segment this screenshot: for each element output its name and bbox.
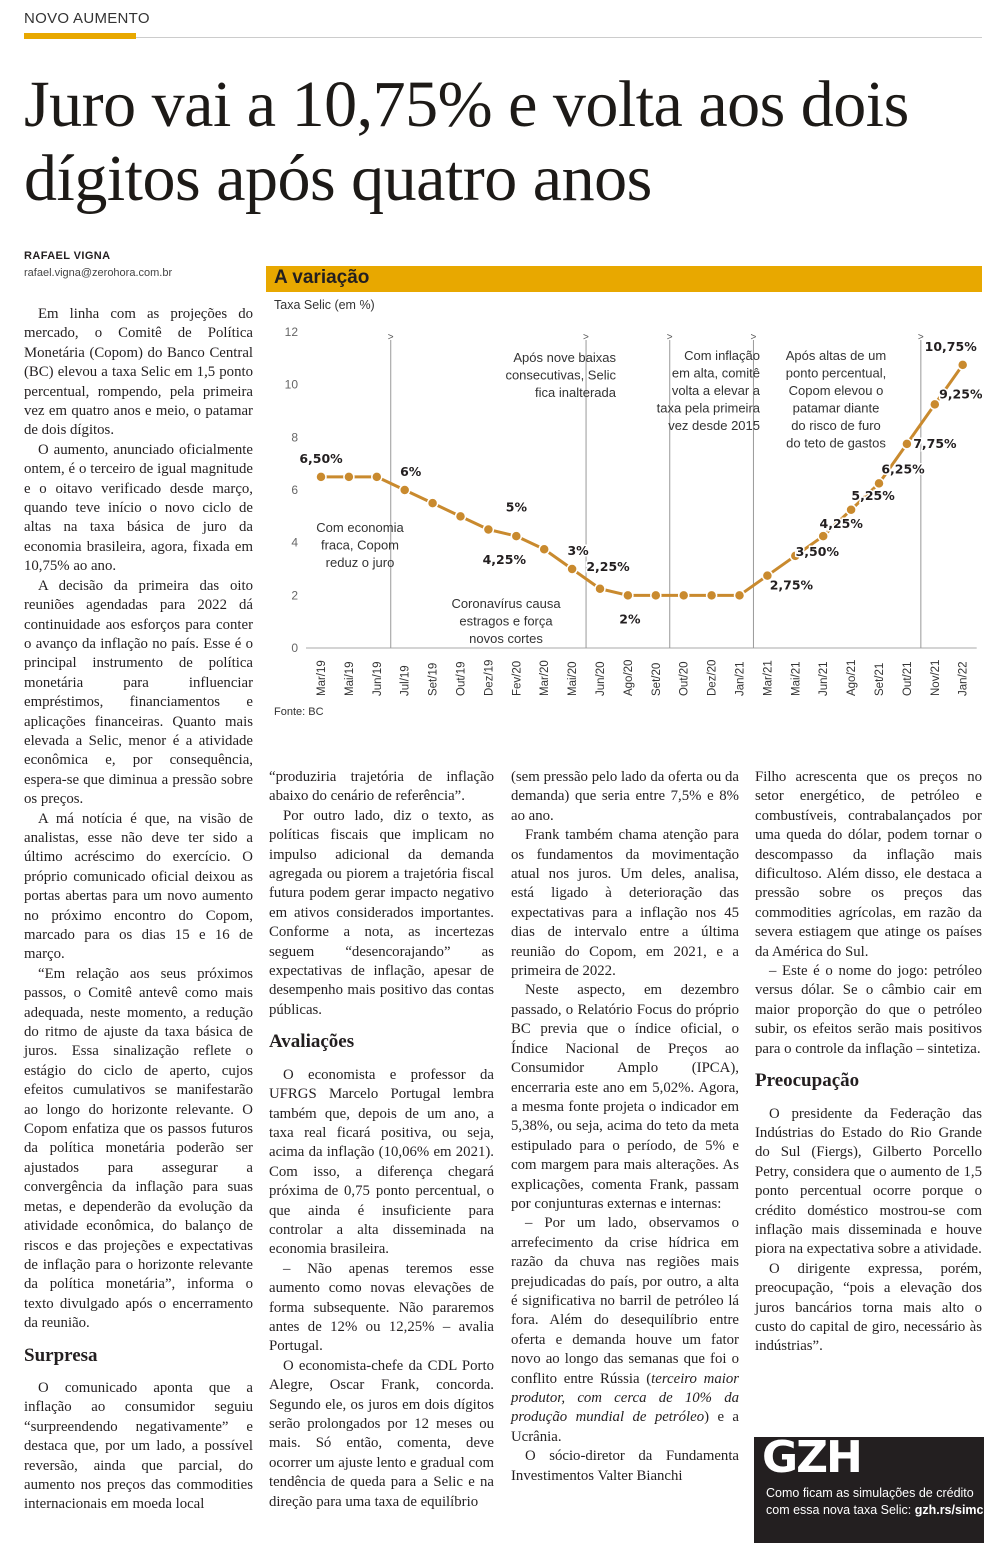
x-tick-label: Dez/19 xyxy=(483,659,496,696)
data-label: 6,50% xyxy=(299,450,343,466)
paragraph: O aumento, anunciado oficialmente ontem, é o terceiro de igual magnitude e o oitavo verificado desde março, quando teve início o novo ciclo de altas na taxa básica de juro da economia brasileira, agora, fixada em 10,75% ao ano. xyxy=(24,441,253,575)
gzh-promo-text xyxy=(766,1485,983,1519)
chart-title: A variação xyxy=(274,267,370,288)
chart-annotation: volta a elevar a xyxy=(671,383,760,398)
text-run: ) e a Ucrânia. xyxy=(511,1409,739,1445)
data-label: 10,75% xyxy=(924,338,977,354)
x-tick-label: Set/19 xyxy=(427,662,440,696)
data-label: 6,25% xyxy=(881,461,925,477)
data-label: 9,25% xyxy=(939,386,982,402)
subhead-surpresa: Surpresa xyxy=(24,1344,98,1366)
x-tick-label: Mai/20 xyxy=(567,661,580,696)
author-email[interactable]: rafael.vigna@zerohora.com.br xyxy=(24,267,173,279)
chart-annotation: novos cortes xyxy=(469,631,543,646)
paragraph: A decisão da primeira das oito reuniões agendadas para 2022 dá continuidade aos esforços para conter o avanço da inflação no país. Esse é o principal instrumento de política monetária para influenciar empréstimos, financiamentos e aplicações financeiras. Quanto mais elevada a Selic, menor é a atividade econômica e, por consequência, espera-se que diminua a pressão sobre os preços. xyxy=(24,577,253,808)
top-rule xyxy=(136,37,982,38)
chart-annotation: consecutivas, Selic xyxy=(505,367,616,383)
y-tick-label: 2 xyxy=(291,588,298,603)
x-tick-label: Jan/22 xyxy=(957,661,970,696)
gzh-logo: GZH xyxy=(762,1432,861,1483)
section-kicker: NOVO AUMENTO xyxy=(24,10,150,27)
x-tick-label: Jun/20 xyxy=(595,661,607,696)
selic-line-chart xyxy=(266,318,982,708)
text-run: – Por um lado, observamos o arrefecimento da crise hídrica em razão da chuva nas regiões mais prejudicadas do país, por outro, a alta é significativa no barril de petróleo lá fora. Além do desequilíbrio entre oferta e demanda houve um fator novo ao longo das semanas que foi o conflito entre Rússia ( xyxy=(511,1215,739,1387)
chart-annotation: taxa pela primeira xyxy=(656,400,760,416)
chart-header-bar xyxy=(266,266,982,292)
gzh-promo-line-2 xyxy=(766,1502,983,1519)
chart-annotation: patamar diante xyxy=(792,400,880,416)
data-label: 3,50% xyxy=(795,543,839,559)
chevron-icon: > xyxy=(387,332,394,343)
data-label: 5,25% xyxy=(851,487,895,503)
chevron-icon: > xyxy=(750,332,757,343)
x-tick-label: Ago/21 xyxy=(846,659,859,696)
paragraph: O presidente da Federação das Indústrias do Estado do Rio Grande do Sul (Fiergs), Gilberto Porcello Petry, considera que o aumento de 1,5 ponto percentual ocorre porque o crédito doméstico mostrou-se com inflação mais disseminada e houve piora na expectativa sobre a atividade. xyxy=(755,1105,982,1258)
data-point xyxy=(428,498,438,508)
gzh-promo-label: com essa nova taxa Selic: xyxy=(766,1503,912,1517)
x-tick-label: Jun/21 xyxy=(818,661,831,696)
data-label: 2,25% xyxy=(586,558,630,574)
subhead-preocupacao: Preocupação xyxy=(755,1070,860,1092)
data-point xyxy=(456,511,466,521)
kicker-accent-bar xyxy=(24,33,136,39)
data-label: 4,25% xyxy=(482,552,526,568)
data-point xyxy=(707,590,717,600)
x-tick-label: Jun/19 xyxy=(371,661,384,696)
chart-annotation: Coronavírus causa xyxy=(451,596,561,611)
chart-annotation: ponto percentual, xyxy=(785,365,887,381)
selic-series-line xyxy=(321,365,963,595)
y-tick-label: 12 xyxy=(284,325,298,339)
chevron-icon: > xyxy=(583,332,589,343)
gzh-promo-link[interactable]: gzh.rs/simc xyxy=(914,1503,984,1517)
data-point xyxy=(511,531,521,541)
y-tick-label: 8 xyxy=(291,430,298,445)
x-tick-label: Set/20 xyxy=(650,662,663,696)
x-tick-label: Mar/21 xyxy=(762,660,775,696)
headline: Juro vai a 10,75% e volta aos dois dígitos após quatro anos xyxy=(24,68,909,215)
data-point xyxy=(846,505,856,515)
x-tick-label: Set/21 xyxy=(874,662,886,696)
data-point xyxy=(679,590,689,600)
paragraph: – Não apenas teremos esse aumento como novas elevações de forma subsequente. Não pararemos antes de 12% ou 12,25% – avalia Portugal. xyxy=(269,1260,494,1355)
chart-annotation: estragos e força xyxy=(459,613,553,629)
x-tick-label: Mar/20 xyxy=(539,660,552,696)
data-point xyxy=(400,485,410,495)
author-name: RAFAEL VIGNA xyxy=(24,250,111,262)
chart-annotation: reduz o juro xyxy=(325,555,395,570)
chart-annotation: do risco de furo xyxy=(791,418,881,433)
data-point xyxy=(902,439,912,449)
paragraph: Por outro lado, diz o texto, as políticas fiscais que implicam no impulso adicional da demanda agregada ou piorem a trajetória fiscal futura podem gerar impacto negativo em ativos considerados importantes. Conforme a nota, as incertezas seguem “desencorajando” as expectativas de inflação, apesar de desempenho mais positivo das contas públicas. xyxy=(269,807,494,1018)
x-tick-label: Out/20 xyxy=(678,661,691,696)
data-point xyxy=(344,472,354,482)
x-tick-label: Mai/19 xyxy=(343,661,356,696)
chevron-icon: > xyxy=(666,332,673,343)
x-tick-label: Fev/20 xyxy=(511,660,524,696)
paragraph: O economista e professor da UFRGS Marcelo Portugal lembra também que, depois de um ano, a taxa real ficará positiva, ou seja, acima da inflação (10,06% em 2021). Com isso, a diferença chegará próxima de 0,75 ponto percentual, o que ainda é insuficiente para controlar a alta disseminada na economia brasileira. xyxy=(269,1066,494,1258)
data-point xyxy=(735,590,745,600)
x-tick-label: Mai/21 xyxy=(790,661,803,696)
x-tick-label: Out/21 xyxy=(901,661,914,696)
y-tick-label: 10 xyxy=(284,377,298,392)
data-label: 6% xyxy=(400,464,422,479)
x-tick-label: Nov/21 xyxy=(929,659,942,696)
x-tick-label: Jan/21 xyxy=(734,661,747,696)
subhead-avaliacoes: Avaliações xyxy=(269,1031,355,1053)
chart-annotation: Com economia xyxy=(316,520,404,535)
data-point xyxy=(958,360,968,370)
data-label: 4,25% xyxy=(819,516,863,532)
article-column-3 xyxy=(511,768,739,1486)
paragraph: – Este é o nome do jogo: petróleo versus dólar. Se o câmbio cair em maior proporção do que o petróleo subir, os efeitos serão mais positivos para o controle da inflação – sintetiza. xyxy=(755,963,982,1057)
paragraph: A má notícia é que, na visão de analistas, esse não deve ter sido a último acréscimo do exercício. O próprio comunicado oficial deixou as portas abertas para um novo aumento no próximo encontro do Copom, marcado para os dias 15 e 16 de março. xyxy=(24,810,253,963)
chart-annotation: Copom elevou o xyxy=(788,383,884,398)
chart-annotation: do teto de gastos xyxy=(786,435,886,451)
paragraph: O economista-chefe da CDL Porto Alegre, Oscar Frank, concorda. Segundo ele, os juros em dois dígitos serão prolongados por 12 meses ou mais. Só então, comenta, deve ocorrer um ajuste lento e gradual com tendência de queda para a Selic e na direção para uma taxa de equilíbrio xyxy=(269,1357,494,1510)
paragraph: Em linha com as projeções do mercado, o Comitê de Política Monetária (Copom) do Banco Central (BC) elevou a taxa Selic em 1,5 ponto percentual, rompendo, pela primeira vez em quatro anos e meio, o patamar de dois dígitos. xyxy=(24,306,253,439)
chart-y-axis-label: Taxa Selic (em %) xyxy=(274,298,375,312)
article-column-2 xyxy=(269,768,494,1512)
data-point xyxy=(818,531,828,541)
chart-annotation: vez desde 2015 xyxy=(668,418,760,433)
x-tick-label: Mar/19 xyxy=(316,660,328,696)
paragraph: (sem pressão pelo lado da oferta ou da demanda) que seria entre 7,5% e 8% ao ano. xyxy=(511,769,739,824)
data-label: 5% xyxy=(505,499,528,515)
data-label: 2,75% xyxy=(769,577,814,593)
paragraph: O dirigente expressa, porém, preocupação, “pois a elevação dos juros bancários torna mais alto o custo do capital de giro, necessário às indústrias”. xyxy=(755,1260,982,1355)
x-tick-label: Dez/20 xyxy=(706,659,719,696)
data-point xyxy=(595,584,605,594)
data-label: 3% xyxy=(567,543,589,558)
chart-annotation: fraca, Copom xyxy=(320,537,400,553)
paragraph: Frank também chama atenção para os fundamentos da movimentação atual nos juros. Um deles, analisa, está ligado à deterioração das expectativas para a inflação nos 45 dias de intervalo entre a última reunião do Copom, em 2021, e a primeira de 2022. xyxy=(511,827,739,980)
y-tick-label: 6 xyxy=(291,483,298,497)
chart-annotation: Após altas de um xyxy=(785,348,887,363)
data-point xyxy=(539,544,549,554)
paragraph: Filho acrescenta que os preços no setor energético, de petróleo e combustíveis, contrabalançados por uma queda do dólar, podem tornar o descompasso da inflação mais dificultoso. Além disso, ele destaca a pressão sobre os preços das commodities agrícolas, em razão da severa estiagem que atinge os países da América do Sul. xyxy=(755,769,982,960)
gzh-promo-line-1: Como ficam as simulações de crédito xyxy=(766,1486,974,1500)
data-point xyxy=(567,564,577,574)
article-column-1 xyxy=(24,305,253,1515)
x-tick-label: Ago/20 xyxy=(622,659,635,696)
y-tick-label: 0 xyxy=(291,641,298,655)
data-point xyxy=(651,590,661,600)
data-label: 2% xyxy=(619,611,641,627)
x-tick-label: Out/19 xyxy=(455,661,468,696)
chevron-icon: > xyxy=(917,332,924,343)
y-tick-label: 4 xyxy=(291,535,298,550)
data-point xyxy=(623,590,633,600)
data-label: 7,75% xyxy=(913,435,957,451)
chart-annotation: Com inflação xyxy=(684,348,760,363)
chart-annotation: em alta, comitê xyxy=(671,365,760,381)
chart-annotation: fica inalterada xyxy=(535,385,616,400)
article-column-4 xyxy=(755,768,982,1357)
x-tick-label: Jul/19 xyxy=(399,665,412,696)
data-point xyxy=(316,472,326,482)
data-point xyxy=(483,525,493,535)
chart-annotation: Após nove baixas xyxy=(513,350,616,365)
paragraph xyxy=(511,1214,739,1447)
paragraph: O comunicado aponta que a inflação ao consumidor seguiu “surpreendendo negativamente” e destaca que, por um lado, a possível reversão, ainda que parcial, do aumento nos preços das commodities internacionais em moeda local xyxy=(24,1379,253,1513)
paragraph: “Em relação aos seus próximos passos, o Comitê antevê como mais adequada, neste momento, a redução do ritmo de ajuste da taxa básica de juros. Essa sinalização reflete o estágio do ciclo de aperto, cujos efeitos cumulativos se manifestarão ao longo do horizonte relevante. O Copom enfatiza que os passos futuros da política monetária poderão ser ajustados para assegurar a convergência da inflação para suas metas, e dependerão da evolução da atividade econômica, do balanço de riscos e das projeções e expectativas de inflação para o horizonte relevante da política monetária”, informa o texto divulgado após o encerramento da reunião. xyxy=(24,965,253,1332)
chart-source: Fonte: BC xyxy=(274,706,324,718)
data-point xyxy=(372,472,382,482)
italic-text-run: terceiro maior produtor, com cerca de 10% da produção mundial de petróleo xyxy=(511,1370,739,1426)
paragraph: Neste aspecto, em dezembro passado, o Relatório Focus do próprio BC previa que o índice oficial, o Índice Nacional de Preços ao Consumidor Amplo (IPCA), encerraria este ano em 5,02%. Agora, a mesma fonte projeta o indicador em 5,38%, ou seja, acima do teto da meta estipulado para o período, de 5% e com margem para mais alterações. As explicações, comenta Frank, passam por conjunturas externas e internas: xyxy=(511,982,739,1212)
paragraph: “produziria trajetória de inflação abaixo do cenário de referência”. xyxy=(269,769,494,805)
paragraph: O sócio-diretor da Fundamenta Investimentos Valter Bianchi xyxy=(511,1448,739,1484)
